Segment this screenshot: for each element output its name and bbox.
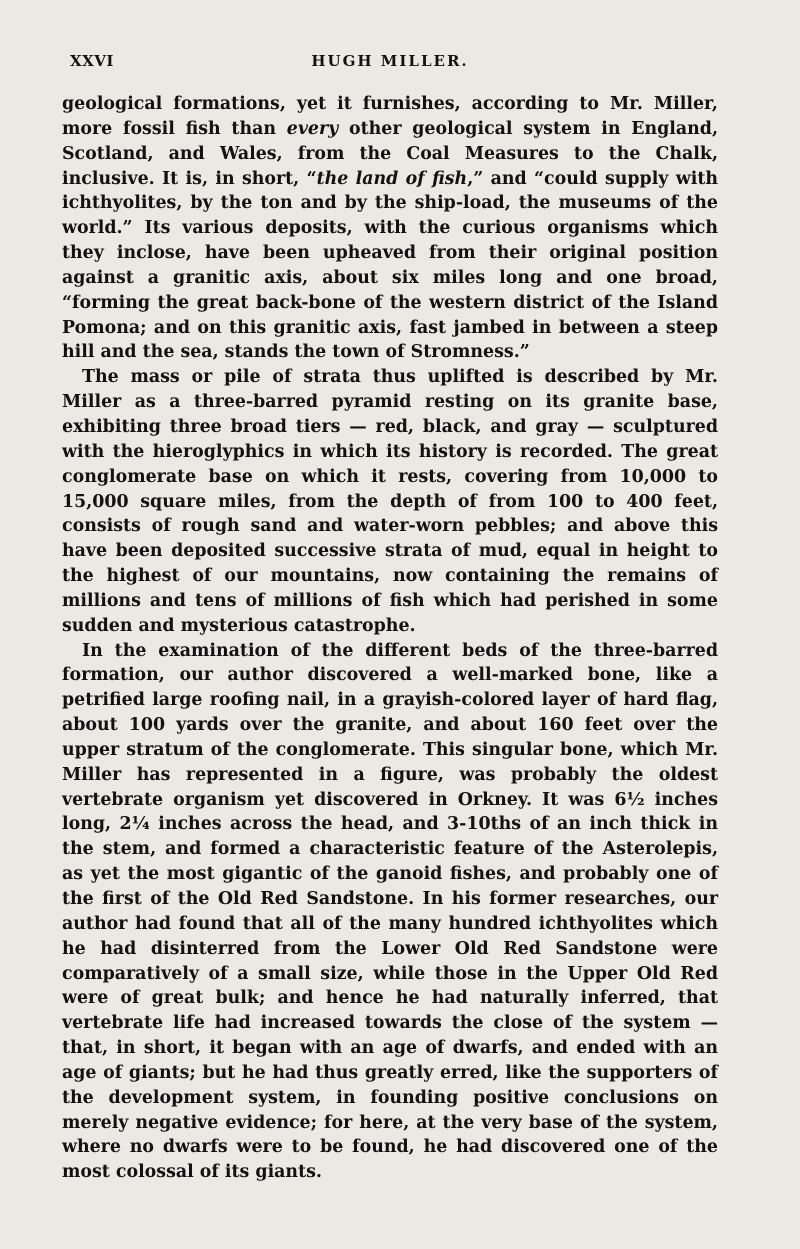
paragraph xyxy=(62,365,718,638)
italic-text-run: every xyxy=(286,118,339,139)
paragraph xyxy=(62,639,718,1186)
running-head: HUGH MILLER. xyxy=(311,52,469,70)
body-text xyxy=(62,92,718,1185)
text-run: The mass or pile of strata thus uplifted is described by Mr. Miller as a three-barred pyramid resting on its granite base, exhibiting three broad tiers — red, black, and gray — sculptured with the hieroglyphics in which its history is recorded. The great conglomerate base on which it rests, covering from 10,000 to 15,000 square miles, from the depth of from 100 to 400 feet, consists of rough sand and water-worn pebbles; and above this have been deposited successive strata of mud, equal in height to the highest of our mountains, now containing the remains of millions and tens of millions of fish which had perished in some sudden and mysterious catastrophe. xyxy=(62,367,718,636)
paragraph xyxy=(62,92,718,365)
text-run: ,” and “could supply with ichthyolites, by the ton and by the ship-load, the museums of the world.” Its various deposits, with the curious organisms which they inclose, have been upheaved from their original position against a granitic axis, about six miles long and one broad, “forming the great back-bone of the western district of the Island Pomona; and on this granitic axis, fast jambed in between a steep hill and the sea, stands the town of Stromness.” xyxy=(62,168,719,363)
text-run: other geological system in England, Scotland, and Wales, from the Coal Measures to the Chalk, inclusive. It is, in short, “ xyxy=(62,118,718,189)
page-header xyxy=(70,52,710,76)
page-number: XXVI xyxy=(70,52,114,70)
italic-text-run: the land of fish xyxy=(316,168,468,189)
text-run: In the examination of the different beds of the three-barred formation, our author discovered a well-marked bone, like a petrified large roofing nail, in a grayish-colored layer of hard flag, about 100 yards over the granite, and about 160 feet over the upper stratum of the conglomerate. This singular bone, which Mr. Miller has represented in a figure, was probably the oldest vertebrate organism yet discovered in Orkney. It was 6½ inches long, 2¼ inches across the head, and 3-10ths of an inch thick in the stem, and formed a characteristic feature of the Asterolepis, as yet the most gigantic of the ganoid fishes, and probably one of the first of the Old Red Sandstone. In his former researches, our author had found that all of the many hundred ichthyolites which he had disinterred from the Lower Old Red Sandstone were comparatively of a small size, while those in the Upper Old Red were of great bulk; and hence he had naturally inferred, that vertebrate life had increased towards the close of the system — that, in short, it began with an age of dwarfs, and ended with an age of giants; but he had thus greatly erred, like the supporters of the development system, in founding positive conclusions on merely negative evidence; for here, at the very base of the system, where no dwarfs were to be found, he had discovered one of the most colossal of its giants. xyxy=(62,640,718,1183)
text-run: geological formations, yet it furnishes, according to Mr. Miller, more fossil fish than xyxy=(62,94,718,139)
